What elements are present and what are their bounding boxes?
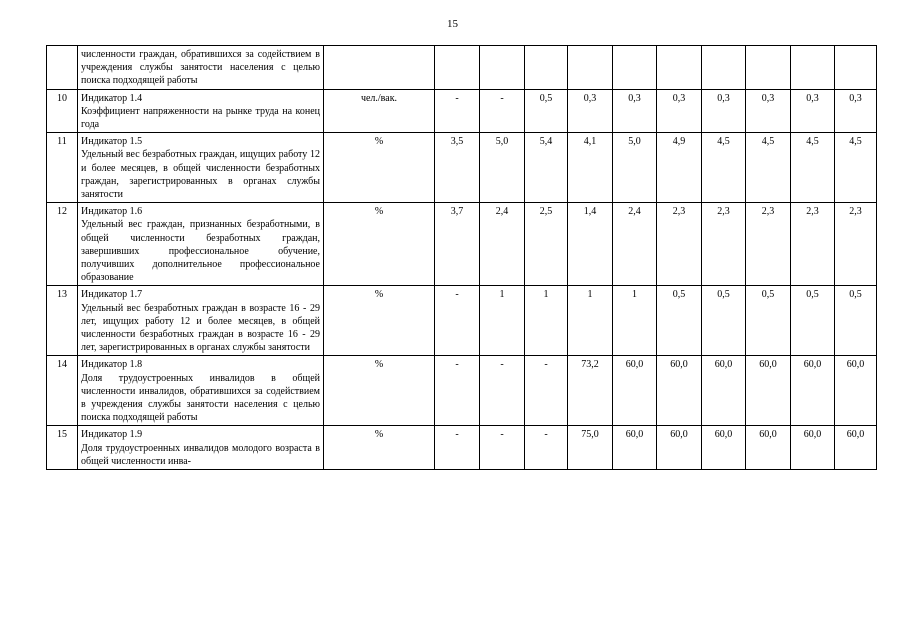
value-cell: 60,0: [835, 356, 877, 426]
value-cell: 0,5: [746, 286, 791, 356]
row-number: 11: [47, 133, 78, 203]
value-cell: 0,5: [702, 286, 746, 356]
value-cell: -: [435, 356, 480, 426]
indicator-table: [46, 45, 877, 470]
value-cell: 0,3: [702, 89, 746, 133]
indicator-title: Индикатор 1.7: [81, 289, 143, 301]
row-number: 13: [47, 286, 78, 356]
value-cell: 2,3: [835, 203, 877, 286]
unit-cell: %: [324, 426, 435, 470]
value-cell: [525, 46, 568, 90]
value-cell: 2,3: [791, 203, 835, 286]
value-cell: 2,3: [702, 203, 746, 286]
unit-cell: %: [324, 133, 435, 203]
value-cell: 0,3: [613, 89, 657, 133]
indicator-description: численности граждан, обратившихся за содействием в учреждения службы занятости населения с целью поиска подходящей работы: [81, 49, 320, 87]
value-cell: 60,0: [746, 356, 791, 426]
value-cell: 1,4: [568, 203, 613, 286]
row-number: 15: [47, 426, 78, 470]
indicator-description: Коэффициент напряженности на рынке труда на конец года: [81, 105, 320, 131]
value-cell: 2,3: [746, 203, 791, 286]
value-cell: -: [480, 426, 525, 470]
value-cell: 4,9: [657, 133, 702, 203]
table-row: [47, 426, 877, 470]
value-cell: -: [435, 89, 480, 133]
value-cell: 3,5: [435, 133, 480, 203]
indicator-name-cell: [78, 89, 324, 133]
value-cell: [835, 46, 877, 90]
value-cell: [746, 46, 791, 90]
value-cell: [568, 46, 613, 90]
value-cell: [613, 46, 657, 90]
value-cell: 1: [613, 286, 657, 356]
indicator-name-cell: [78, 46, 324, 90]
page-number: 15: [447, 18, 458, 30]
indicator-description: Удельный вес безработных граждан, ищущих работу 12 и более месяцев, в общей численности безработных граждан, зарегистрированных в органах службы занятости: [81, 149, 320, 201]
unit-cell: чел./вак.: [324, 89, 435, 133]
value-cell: -: [435, 286, 480, 356]
value-cell: 60,0: [702, 426, 746, 470]
indicator-description: Доля трудоустроенных инвалидов молодого возраста в общей численности инва-: [81, 442, 320, 467]
indicator-title: Индикатор 1.8: [81, 359, 143, 371]
value-cell: 73,2: [568, 356, 613, 426]
value-cell: 2,5: [525, 203, 568, 286]
row-number: 14: [47, 356, 78, 426]
table-row: [47, 356, 877, 426]
value-cell: 4,1: [568, 133, 613, 203]
indicator-title: Индикатор 1.5: [81, 136, 143, 148]
table-row: [47, 46, 877, 90]
value-cell: 0,3: [791, 89, 835, 133]
unit-cell: %: [324, 356, 435, 426]
value-cell: 5,0: [613, 133, 657, 203]
indicator-name-cell: [78, 286, 324, 356]
value-cell: 0,5: [791, 286, 835, 356]
value-cell: -: [525, 356, 568, 426]
indicator-description: Удельный вес граждан, признанных безработными, в общей численности безработных граждан, завершивших профессиональное обучение, получивших дополнительное профессиональное образование: [81, 219, 320, 284]
value-cell: 4,5: [702, 133, 746, 203]
indicator-description: Удельный вес безработных граждан в возрасте 16 - 29 лет, ищущих работу 12 и более месяцев, в общей численности безработных граждан в возрасте 16 - 29 лет, зарегистрированных в органах службы занятости: [81, 302, 320, 354]
value-cell: [791, 46, 835, 90]
value-cell: 0,3: [746, 89, 791, 133]
value-cell: 0,3: [657, 89, 702, 133]
value-cell: 5,4: [525, 133, 568, 203]
table-row: [47, 203, 877, 286]
value-cell: 2,3: [657, 203, 702, 286]
value-cell: 4,5: [791, 133, 835, 203]
value-cell: 0,5: [525, 89, 568, 133]
value-cell: 1: [525, 286, 568, 356]
value-cell: 60,0: [791, 356, 835, 426]
indicator-description: Доля трудоустроенных инвалидов в общей численности инвалидов, обратившихся за содействием в учреждения службы занятости населения с целью поиска подходящей работы: [81, 372, 320, 424]
unit-cell: %: [324, 286, 435, 356]
value-cell: 60,0: [657, 426, 702, 470]
indicator-name-cell: [78, 203, 324, 286]
indicator-name-cell: [78, 133, 324, 203]
value-cell: 60,0: [791, 426, 835, 470]
value-cell: 4,5: [746, 133, 791, 203]
value-cell: [435, 46, 480, 90]
table-row: [47, 133, 877, 203]
value-cell: -: [480, 89, 525, 133]
row-number: [47, 46, 78, 90]
value-cell: 5,0: [480, 133, 525, 203]
value-cell: 60,0: [613, 356, 657, 426]
unit-cell: %: [324, 203, 435, 286]
value-cell: 60,0: [746, 426, 791, 470]
value-cell: 60,0: [613, 426, 657, 470]
value-cell: 0,5: [835, 286, 877, 356]
row-number: 12: [47, 203, 78, 286]
value-cell: 75,0: [568, 426, 613, 470]
value-cell: 1: [480, 286, 525, 356]
indicator-title: Индикатор 1.4: [81, 92, 143, 104]
value-cell: 2,4: [613, 203, 657, 286]
unit-cell: [324, 46, 435, 90]
value-cell: 4,5: [835, 133, 877, 203]
table-row: [47, 286, 877, 356]
table-body: [47, 46, 877, 470]
value-cell: [702, 46, 746, 90]
value-cell: 3,7: [435, 203, 480, 286]
value-cell: 60,0: [657, 356, 702, 426]
row-number: 10: [47, 89, 78, 133]
value-cell: -: [525, 426, 568, 470]
indicator-name-cell: [78, 426, 324, 470]
indicator-name-cell: [78, 356, 324, 426]
value-cell: 60,0: [835, 426, 877, 470]
table-row: [47, 89, 877, 133]
value-cell: [480, 46, 525, 90]
value-cell: 1: [568, 286, 613, 356]
value-cell: -: [435, 426, 480, 470]
value-cell: 2,4: [480, 203, 525, 286]
indicator-title: Индикатор 1.9: [81, 429, 143, 441]
value-cell: 0,3: [835, 89, 877, 133]
value-cell: 0,5: [657, 286, 702, 356]
value-cell: [657, 46, 702, 90]
indicator-title: Индикатор 1.6: [81, 206, 143, 218]
value-cell: 0,3: [568, 89, 613, 133]
value-cell: 60,0: [702, 356, 746, 426]
value-cell: -: [480, 356, 525, 426]
